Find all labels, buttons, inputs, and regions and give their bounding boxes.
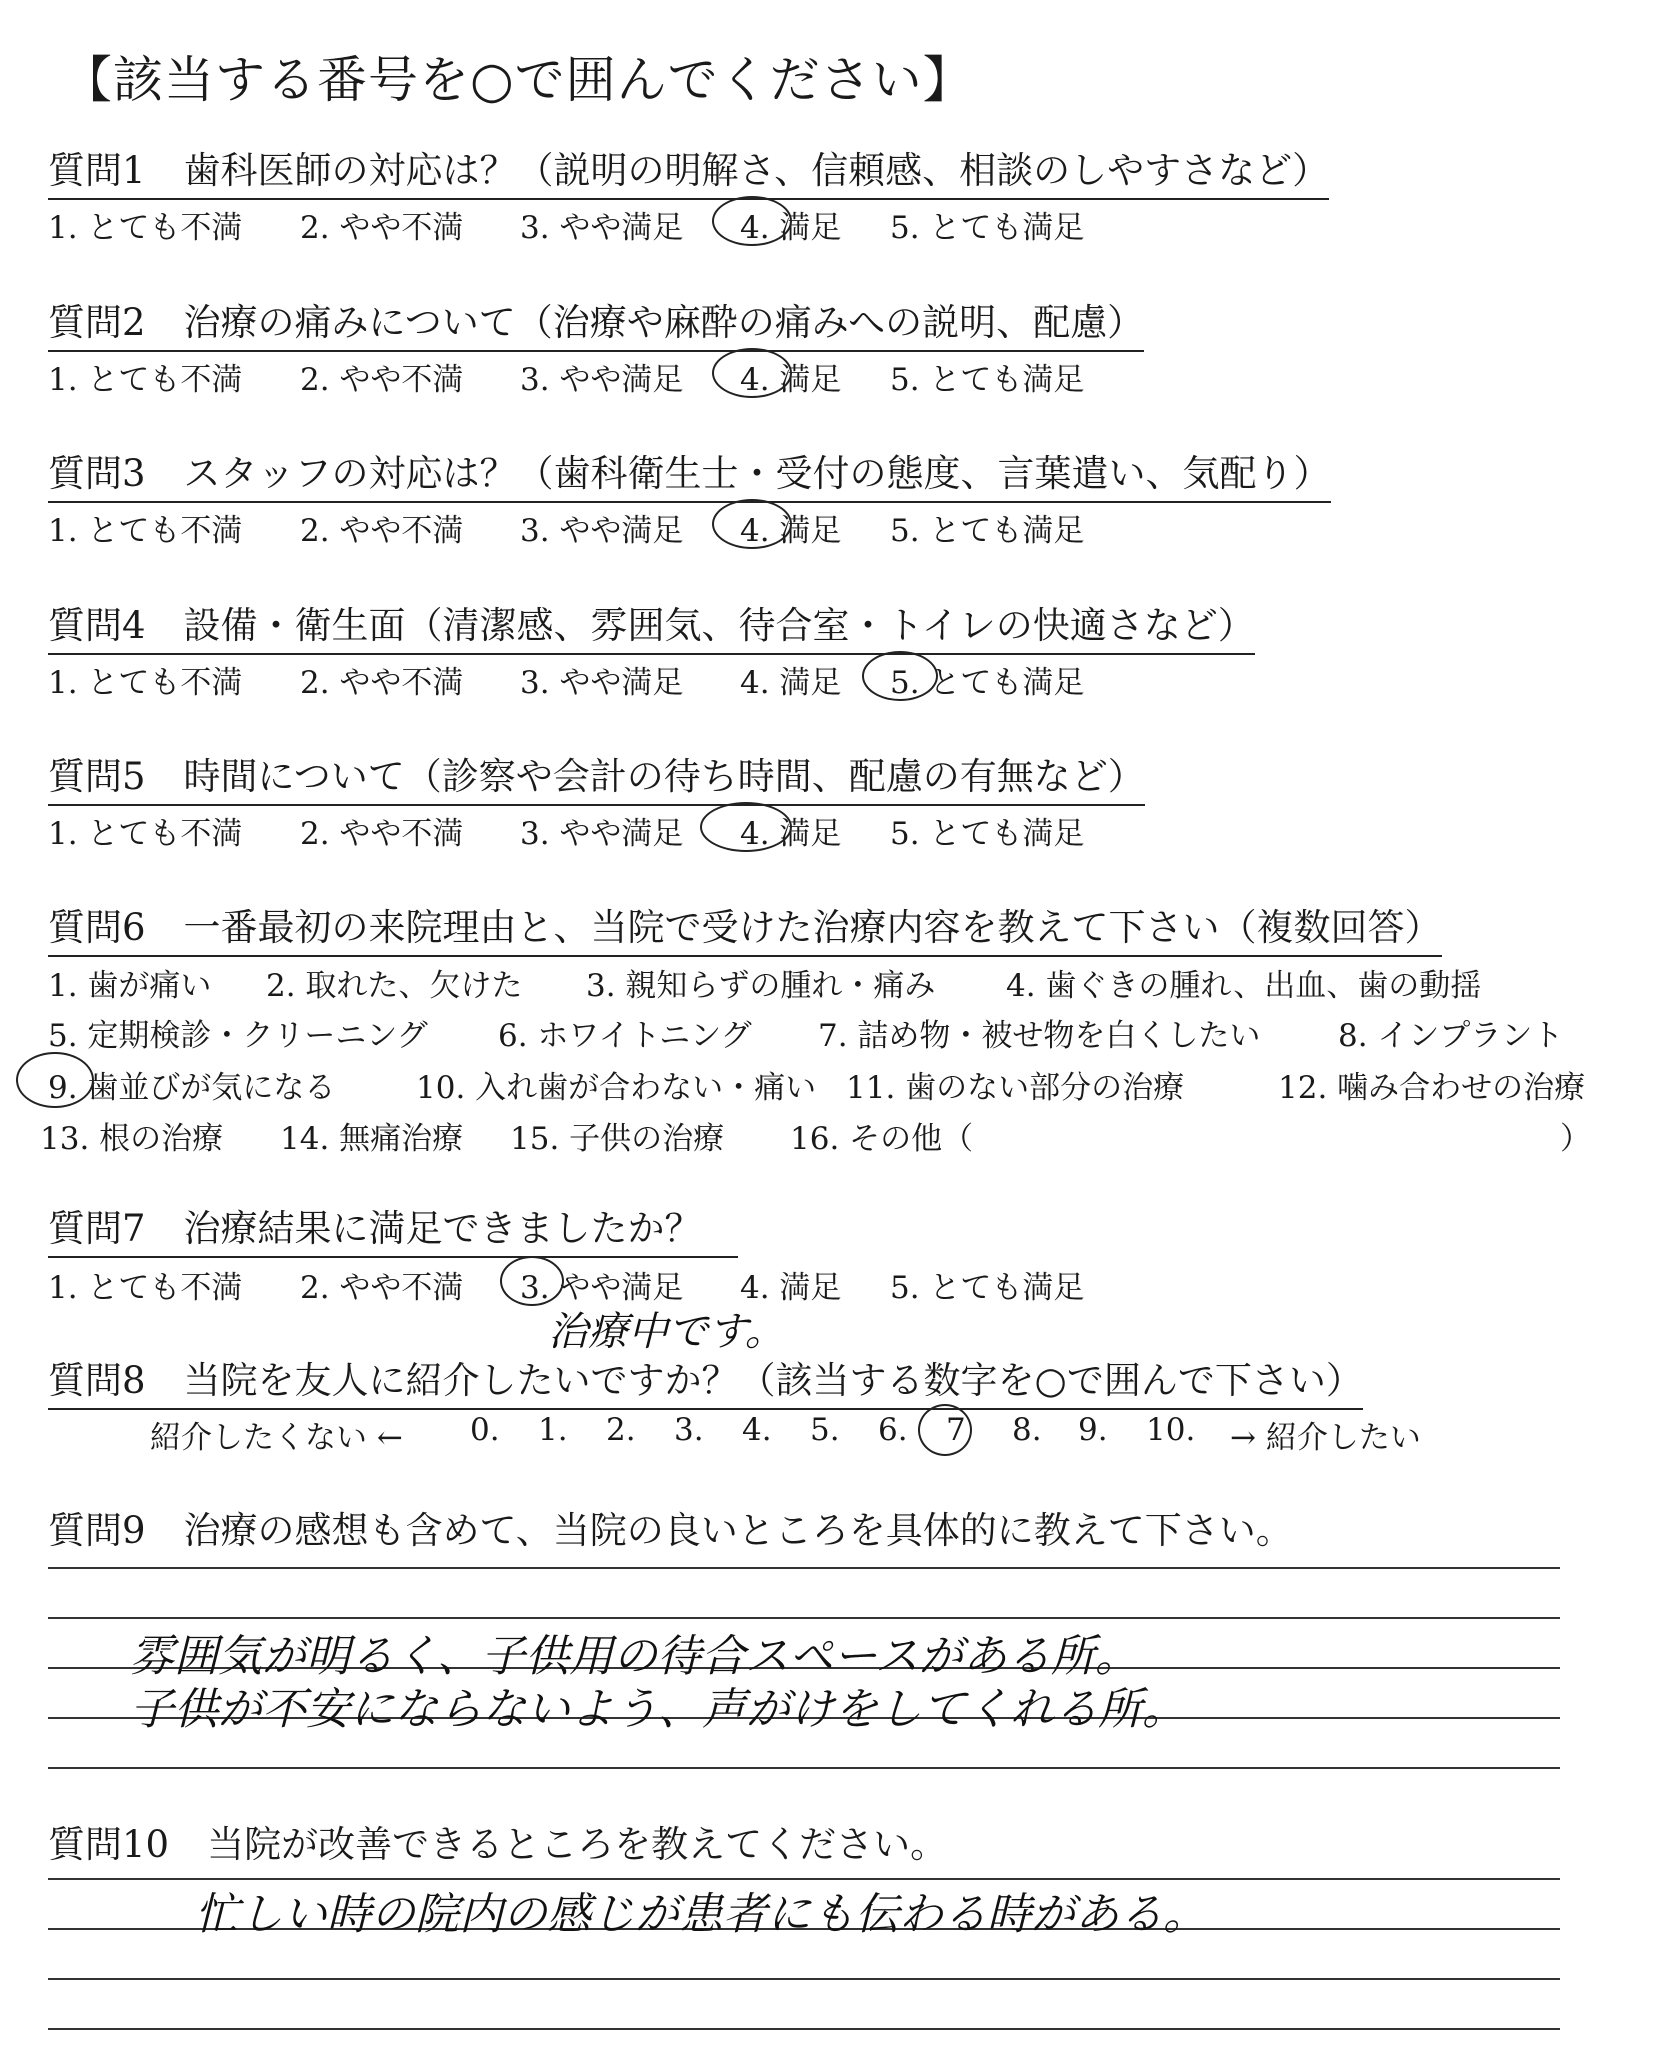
q6-option-11[interactable]: 11. 歯のない部分の治療: [846, 1070, 1185, 1106]
question-6-label: 質問6: [48, 906, 146, 949]
q8-right-label: → 紹介したい: [1230, 1420, 1421, 1456]
q2-selection-circle: [712, 348, 792, 398]
q10-answer-line-3: [48, 1978, 1560, 1980]
q6-option-7[interactable]: 7. 詰め物・被せ物を白くしたい: [818, 1018, 1261, 1054]
q6-option-12[interactable]: 12. 噛み合わせの治療: [1278, 1070, 1586, 1106]
q8-scale-6[interactable]: 6.: [878, 1412, 908, 1448]
question-8-heading: [48, 1350, 1363, 1410]
q6-option-9[interactable]: 9. 歯並びが気になる: [48, 1070, 336, 1106]
q2-option-2[interactable]: 2. やや不満: [300, 362, 464, 398]
q1-option-2[interactable]: 2. やや不満: [300, 210, 464, 246]
question-5-label: 質問5: [48, 755, 146, 798]
question-2-label: 質問2: [48, 301, 146, 344]
q1-option-3[interactable]: 3. やや満足: [520, 210, 684, 246]
q1-option-4[interactable]: 4. 満足: [740, 210, 842, 246]
question-5-heading: [48, 746, 1145, 806]
q9-answer-line-5: [48, 1767, 1560, 1769]
q8-scale-8[interactable]: 8.: [1012, 1412, 1042, 1448]
q4-option-4[interactable]: 4. 満足: [740, 665, 842, 701]
q4-option-3[interactable]: 3. やや満足: [520, 665, 684, 701]
q6-option-6[interactable]: 6. ホワイトニング: [498, 1018, 752, 1054]
question-1-text: 歯科医師の対応は？（説明の明解さ、信頼感、相談のしやすさなど）: [183, 149, 1330, 192]
question-7-label: 質問7: [48, 1207, 146, 1250]
q7-handwritten-note: 治療中です。: [548, 1309, 785, 1355]
question-10-label: 質問10: [48, 1823, 170, 1866]
q5-option-1[interactable]: 1. とても不満: [48, 816, 243, 852]
q3-option-5[interactable]: 5. とても満足: [890, 513, 1085, 549]
question-6-options-row-4: [40, 1113, 1610, 1157]
q1-option-5[interactable]: 5. とても満足: [890, 210, 1085, 246]
question-9-label: 質問9: [48, 1509, 146, 1552]
q2-option-1[interactable]: 1. とても不満: [48, 362, 243, 398]
q2-option-3[interactable]: 3. やや満足: [520, 362, 684, 398]
q8-scale-9[interactable]: 9.: [1078, 1412, 1108, 1448]
question-2-text: 治療の痛みについて（治療や麻酔の痛みへの説明、配慮）: [183, 301, 1145, 344]
q6-option-8[interactable]: 8. インプラント: [1338, 1018, 1564, 1054]
q6-option-5[interactable]: 5. 定期検診・クリーニング: [48, 1018, 428, 1054]
q4-option-1[interactable]: 1. とても不満: [48, 665, 243, 701]
q10-handwritten-answer-1: 忙しい時の院内の感じが患者にも伝わる時がある。: [195, 1889, 1207, 1940]
q6-option-3[interactable]: 3. 親知らずの腫れ・痛み: [586, 968, 936, 1004]
question-8-label: 質問8: [48, 1359, 146, 1402]
question-6-heading: [48, 897, 1442, 957]
question-4-heading: [48, 595, 1255, 655]
question-7-heading: [48, 1198, 738, 1258]
q6-option-13[interactable]: 13. 根の治療: [40, 1121, 224, 1157]
q9-handwritten-answer-1: 雰囲気が明るく、子供用の待合スペースがある所。: [130, 1631, 1139, 1682]
q2-option-4[interactable]: 4. 満足: [740, 362, 842, 398]
question-6-text: 一番最初の来院理由と、当院で受けた治療内容を教えて下さい（複数回答）: [183, 906, 1442, 949]
question-1-heading: [48, 140, 1329, 200]
question-8-scale: [150, 1412, 1450, 1456]
question-5-text: 時間について（診察や会計の待ち時間、配慮の有無など）: [183, 755, 1145, 798]
question-2-heading: [48, 292, 1144, 352]
question-9-heading: [48, 1500, 1293, 1554]
q6-option-15[interactable]: 15. 子供の治療: [510, 1121, 725, 1157]
q3-selection-circle: [712, 499, 792, 549]
q4-option-5[interactable]: 5. とても満足: [890, 665, 1085, 701]
question-8-text: 当院を友人に紹介したいですか？（該当する数字を○で囲んで下さい）: [183, 1359, 1363, 1402]
q7-option-4[interactable]: 4. 満足: [740, 1270, 842, 1306]
q3-option-1[interactable]: 1. とても不満: [48, 513, 243, 549]
q3-option-4[interactable]: 4. 満足: [740, 513, 842, 549]
q6-option-14[interactable]: 14. 無痛治療: [280, 1121, 464, 1157]
question-7-options: [48, 1262, 1148, 1306]
question-3-label: 質問3: [48, 452, 146, 495]
q6-option-4[interactable]: 4. 歯ぐきの腫れ、出血、歯の動揺: [1006, 968, 1482, 1004]
question-4-options: [48, 657, 1148, 701]
q8-scale-1[interactable]: 1.: [538, 1412, 568, 1448]
q5-option-4[interactable]: 4. 満足: [740, 816, 842, 852]
q6-selection-circle: [16, 1052, 94, 1108]
q7-option-5[interactable]: 5. とても満足: [890, 1270, 1085, 1306]
question-2-options: [48, 354, 1148, 398]
question-4-text: 設備・衛生面（清潔感、雰囲気、待合室・トイレの快適さなど）: [183, 604, 1255, 647]
q8-scale-0[interactable]: 0.: [470, 1412, 500, 1448]
question-4-label: 質問4: [48, 604, 146, 647]
q8-selection-circle: [918, 1404, 972, 1456]
q2-option-5[interactable]: 5. とても満足: [890, 362, 1085, 398]
q6-option-2[interactable]: 2. 取れた、欠けた: [266, 968, 523, 1004]
q3-option-2[interactable]: 2. やや不満: [300, 513, 464, 549]
q6-option-16[interactable]: 16. その他（: [790, 1121, 974, 1157]
q8-scale-10[interactable]: 10.: [1146, 1412, 1196, 1448]
q4-option-2[interactable]: 2. やや不満: [300, 665, 464, 701]
q8-scale-3[interactable]: 3.: [674, 1412, 704, 1448]
q6-option-1[interactable]: 1. 歯が痛い: [48, 968, 212, 1004]
q5-option-3[interactable]: 3. やや満足: [520, 816, 684, 852]
question-3-text: スタッフの対応は？（歯科衛生士・受付の態度、言葉遣い、気配り）: [183, 452, 1331, 495]
q8-left-label: 紹介したくない ←: [150, 1420, 403, 1456]
q1-option-1[interactable]: 1. とても不満: [48, 210, 243, 246]
q5-option-5[interactable]: 5. とても満足: [890, 816, 1085, 852]
page-title: 【該当する番号を○で囲んでください】: [62, 51, 974, 109]
q8-scale-2[interactable]: 2.: [606, 1412, 636, 1448]
q7-option-3[interactable]: 3. やや満足: [520, 1270, 684, 1306]
question-9-text: 治療の感想も含めて、当院の良いところを具体的に教えて下さい。: [183, 1509, 1293, 1552]
q7-selection-circle: [500, 1256, 564, 1306]
q10-answer-line-4: [48, 2028, 1560, 2030]
q5-option-2[interactable]: 2. やや不満: [300, 816, 464, 852]
q8-scale-4[interactable]: 4.: [742, 1412, 772, 1448]
q6-option-16-close: ）: [1560, 1121, 1591, 1157]
q7-option-1[interactable]: 1. とても不満: [48, 1270, 243, 1306]
q9-handwritten-answer-2: 子供が不安にならないよう、声がけをしてくれる所。: [130, 1684, 1186, 1735]
question-5-options: [48, 808, 1148, 852]
question-6-options-row-1: [48, 960, 1608, 1004]
q9-answer-line-2: [48, 1617, 1560, 1619]
question-6-options-row-2: [48, 1010, 1608, 1054]
q8-scale-5[interactable]: 5.: [810, 1412, 840, 1448]
q7-option-2[interactable]: 2. やや不満: [300, 1270, 464, 1306]
q3-option-3[interactable]: 3. やや満足: [520, 513, 684, 549]
question-10-heading: [48, 1814, 947, 1868]
question-10-text: 当院が改善できるところを教えてください。: [207, 1823, 948, 1866]
question-3-options: [48, 505, 1148, 549]
question-3-heading: [48, 443, 1331, 503]
q8-scale-7[interactable]: 7: [946, 1412, 966, 1448]
q1-selection-circle: [712, 196, 792, 246]
question-6-options-row-3: [48, 1062, 1608, 1106]
question-7-text: 治療結果に満足できましたか？: [183, 1207, 702, 1250]
q6-option-10[interactable]: 10. 入れ歯が合わない・痛い: [416, 1070, 817, 1106]
question-1-options: [48, 202, 1148, 246]
question-1-label: 質問1: [48, 149, 146, 192]
q5-selection-circle: [700, 802, 792, 852]
q9-answer-line-1: [48, 1567, 1560, 1569]
q4-selection-circle: [862, 651, 938, 701]
